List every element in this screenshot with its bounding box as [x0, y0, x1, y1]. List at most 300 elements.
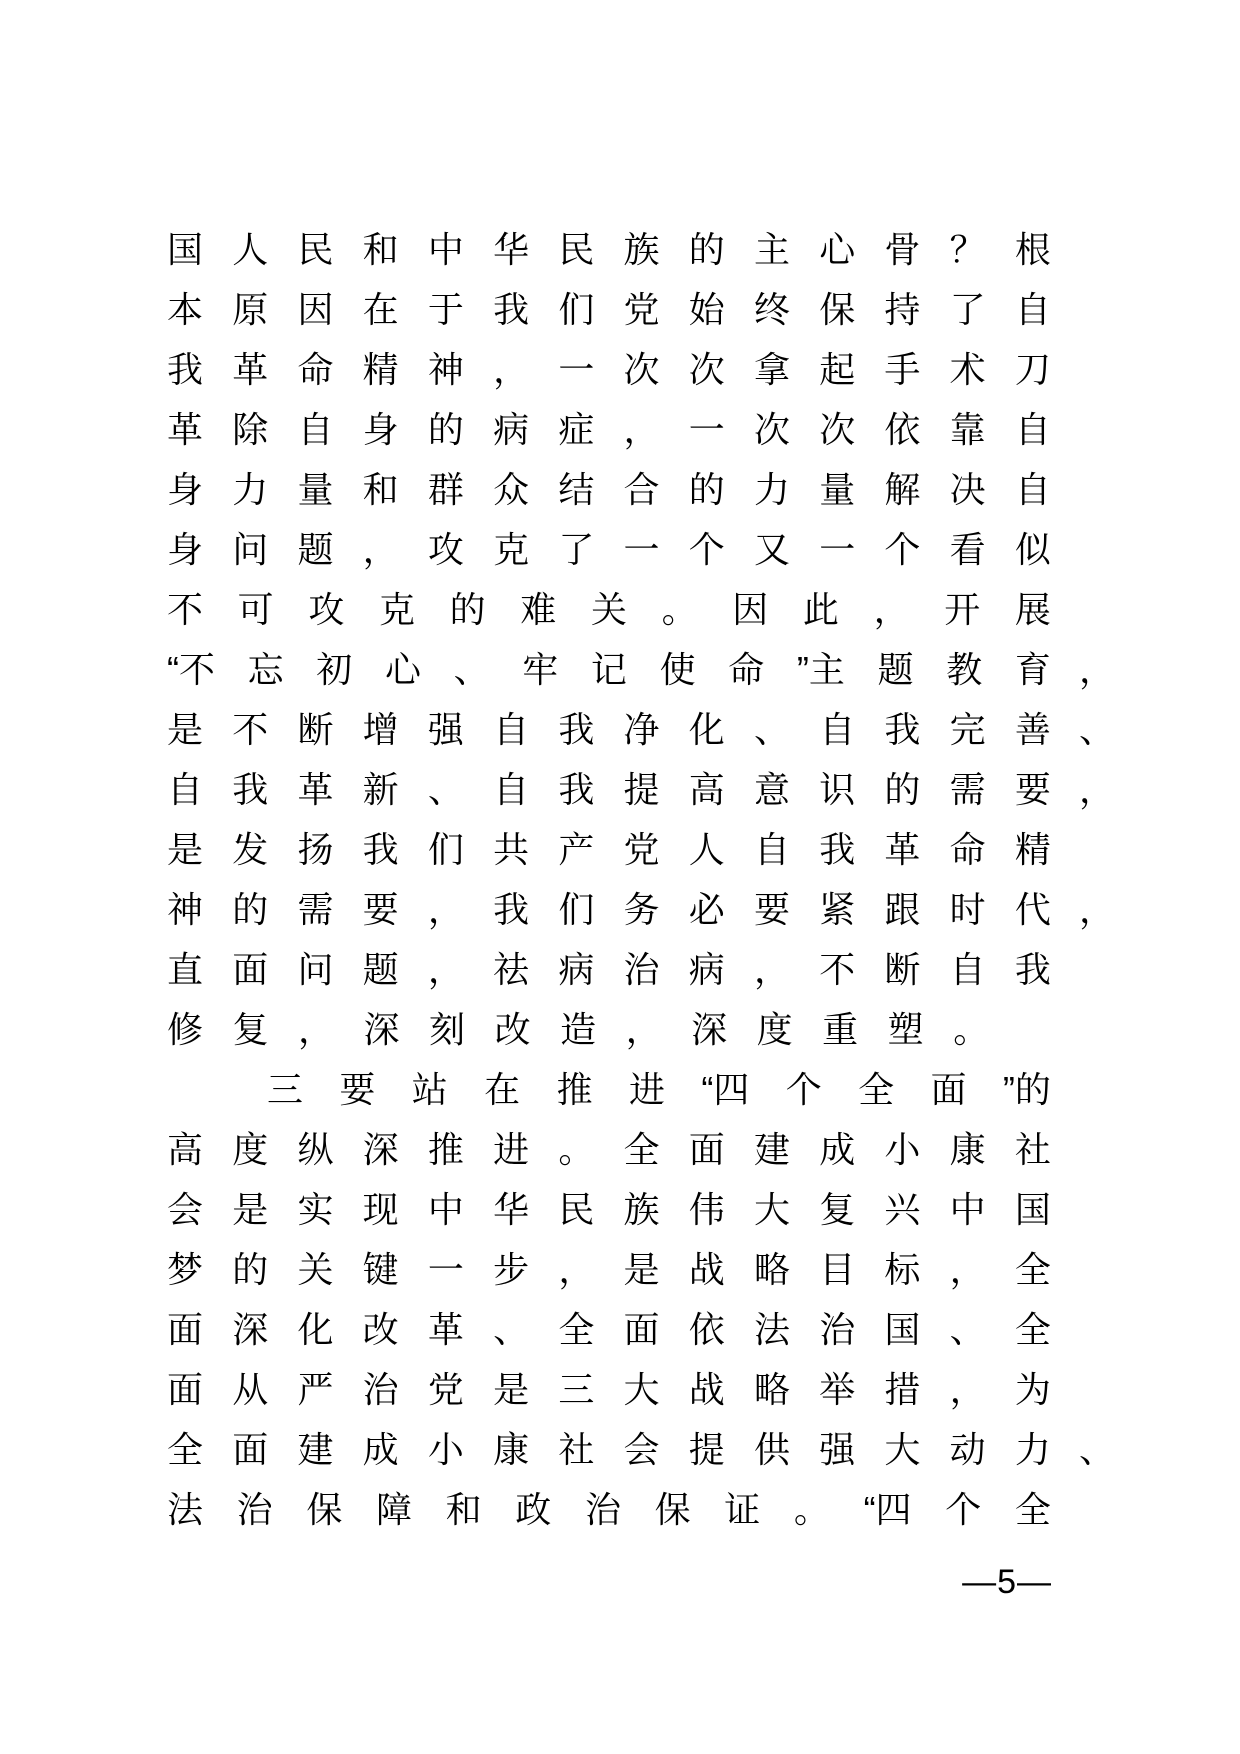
text-character: 个 — [785, 1069, 822, 1110]
text-character: 命 — [297, 349, 334, 390]
text-character: 合 — [623, 469, 660, 510]
text-character: 骨 — [884, 229, 921, 270]
text-character: 个 — [884, 529, 921, 570]
text-character: 共 — [493, 829, 530, 870]
text-character: 持 — [884, 289, 921, 330]
text-character: 全 — [1014, 1489, 1051, 1530]
text-character: 难 — [520, 589, 557, 630]
text-character: 心 — [819, 229, 856, 270]
text-character: 站 — [411, 1069, 448, 1110]
text-line — [167, 640, 1116, 700]
text-character: 造 — [560, 1009, 597, 1050]
text-character: 深 — [232, 1309, 269, 1350]
text-character: 我 — [558, 769, 595, 810]
text-character: 。 — [793, 1489, 830, 1530]
text-character: 全 — [558, 1309, 595, 1350]
text-character: 看 — [949, 529, 986, 570]
text-character: 依 — [884, 409, 921, 450]
text-character: 面 — [623, 1309, 660, 1350]
text-character: 保 — [306, 1489, 343, 1530]
text-character: 关 — [297, 1249, 334, 1290]
text-character: 精 — [362, 349, 399, 390]
hanging-punctuation: 、 — [1079, 1429, 1116, 1470]
text-character: 的 — [232, 1249, 269, 1290]
text-character: 扬 — [297, 829, 334, 870]
text-character: 严 — [297, 1369, 334, 1410]
text-character: 直 — [167, 949, 204, 990]
text-character: 革 — [232, 349, 269, 390]
text-character: 主 — [753, 229, 790, 270]
text-character: 一 — [688, 409, 725, 450]
text-character: 攻 — [427, 529, 464, 570]
text-character: 不 — [232, 709, 269, 750]
text-character: 我 — [167, 349, 204, 390]
text-line — [167, 580, 1051, 640]
text-character: 力 — [1014, 1429, 1051, 1470]
text-character: 终 — [753, 289, 790, 330]
text-character: 育 — [1014, 649, 1051, 690]
text-character: 成 — [362, 1429, 399, 1470]
text-character: 党 — [623, 829, 660, 870]
text-character: 的 — [688, 229, 725, 270]
text-character: 初 — [316, 649, 353, 690]
text-character: 提 — [623, 769, 660, 810]
text-character: 身 — [362, 409, 399, 450]
text-character: 在 — [484, 1069, 521, 1110]
text-character: 革 — [297, 769, 334, 810]
text-character: 自 — [1014, 289, 1051, 330]
text-line — [167, 1300, 1051, 1360]
text-character: 开 — [944, 589, 981, 630]
text-character: “四 — [863, 1489, 912, 1530]
text-character: 面 — [167, 1369, 204, 1410]
text-character: 党 — [623, 289, 660, 330]
text-character: 众 — [493, 469, 530, 510]
text-character: 革 — [884, 829, 921, 870]
text-character: 我 — [558, 709, 595, 750]
text-character: 身 — [167, 469, 204, 510]
text-character: 大 — [623, 1369, 660, 1410]
text-character: 群 — [427, 469, 464, 510]
text-character: 我 — [493, 289, 530, 330]
text-character: 小 — [427, 1429, 464, 1470]
text-character: 自 — [753, 829, 790, 870]
text-character: 的 — [449, 589, 486, 630]
text-character: 建 — [297, 1429, 334, 1470]
text-line — [167, 1240, 1051, 1300]
text-character: 的 — [427, 409, 464, 450]
text-character: 动 — [949, 1429, 986, 1470]
text-character: 识 — [819, 769, 856, 810]
text-line — [167, 760, 1116, 820]
text-character: 华 — [493, 229, 530, 270]
text-character: 完 — [949, 709, 986, 750]
text-character: 本 — [167, 289, 204, 330]
text-character: 法 — [753, 1309, 790, 1350]
text-character: 可 — [237, 589, 274, 630]
text-character: 意 — [753, 769, 790, 810]
text-character: 自 — [297, 409, 334, 450]
text-character: 大 — [753, 1189, 790, 1230]
text-line — [167, 220, 1051, 280]
text-character: ， — [493, 349, 530, 390]
text-character: 了 — [558, 529, 595, 570]
text-character: 始 — [688, 289, 725, 330]
text-character: ， — [298, 1009, 335, 1050]
text-character: 和 — [445, 1489, 482, 1530]
text-character: 治 — [819, 1309, 856, 1350]
text-character: 三 — [558, 1369, 595, 1410]
text-character: ”主 — [796, 649, 845, 690]
text-character: 要 — [339, 1069, 376, 1110]
text-character: 起 — [819, 349, 856, 390]
text-character: 重 — [822, 1009, 859, 1050]
text-character: 、 — [753, 709, 790, 750]
text-character: 民 — [558, 229, 595, 270]
text-character: 牢 — [522, 649, 559, 690]
text-character: 需 — [297, 889, 334, 930]
text-character: 全 — [1014, 1309, 1051, 1350]
text-character: 。 — [661, 589, 698, 630]
text-character: 依 — [688, 1309, 725, 1350]
text-character: 华 — [493, 1189, 530, 1230]
hanging-punctuation: ， — [1079, 889, 1116, 930]
text-character: 量 — [819, 469, 856, 510]
text-character: 新 — [362, 769, 399, 810]
text-character: ， — [873, 589, 910, 630]
text-character: 自 — [819, 709, 856, 750]
text-character: 我 — [884, 709, 921, 750]
text-character: 康 — [493, 1429, 530, 1470]
text-character: 战 — [688, 1369, 725, 1410]
text-character: 断 — [297, 709, 334, 750]
text-character: 会 — [167, 1189, 204, 1230]
text-character: 问 — [232, 529, 269, 570]
text-character: 中 — [949, 1189, 986, 1230]
text-character: 了 — [949, 289, 986, 330]
text-character: ？ — [949, 229, 986, 270]
text-character: 为 — [1014, 1369, 1051, 1410]
text-character: 拿 — [753, 349, 790, 390]
text-character: 略 — [753, 1249, 790, 1290]
text-character: 全 — [167, 1429, 204, 1470]
text-character: 。 — [953, 1009, 990, 1050]
text-character: 治 — [362, 1369, 399, 1410]
text-line — [167, 1060, 1051, 1120]
text-character: 们 — [427, 829, 464, 870]
text-character: 断 — [884, 949, 921, 990]
text-character: ， — [625, 1009, 662, 1050]
text-character: 建 — [753, 1129, 790, 1170]
text-line — [167, 1360, 1051, 1420]
text-character: 自 — [493, 769, 530, 810]
text-character: 命 — [728, 649, 765, 690]
text-character: 不 — [819, 949, 856, 990]
text-character: 除 — [232, 409, 269, 450]
text-character: 原 — [232, 289, 269, 330]
text-character: 发 — [232, 829, 269, 870]
text-character: 提 — [688, 1429, 725, 1470]
text-line — [167, 820, 1051, 880]
text-character: 必 — [688, 889, 725, 930]
text-character: 、 — [453, 649, 490, 690]
text-character: 治 — [236, 1489, 273, 1530]
text-character: 自 — [949, 949, 986, 990]
text-character: 根 — [1014, 229, 1051, 270]
text-line — [167, 1420, 1116, 1480]
text-character: 是 — [232, 1189, 269, 1230]
text-character: 于 — [427, 289, 464, 330]
text-line — [167, 400, 1051, 460]
text-character: 是 — [167, 709, 204, 750]
text-character: 、 — [493, 1309, 530, 1350]
text-character: 深 — [363, 1009, 400, 1050]
text-character: 克 — [493, 529, 530, 570]
text-character: ， — [427, 949, 464, 990]
text-character: 我 — [493, 889, 530, 930]
text-character: 攻 — [308, 589, 345, 630]
text-character: ， — [362, 529, 399, 570]
text-character: 全 — [858, 1069, 895, 1110]
text-character: 在 — [362, 289, 399, 330]
text-character: 。 — [558, 1129, 595, 1170]
text-character: 复 — [819, 1189, 856, 1230]
text-character: 时 — [949, 889, 986, 930]
text-character: 决 — [949, 469, 986, 510]
text-character: 面 — [688, 1129, 725, 1170]
text-character: 供 — [753, 1429, 790, 1470]
text-character: 国 — [1014, 1189, 1051, 1230]
hanging-punctuation: ， — [1079, 769, 1116, 810]
text-character: 治 — [584, 1489, 621, 1530]
text-character: 善 — [1014, 709, 1051, 750]
text-character: 展 — [1014, 589, 1051, 630]
text-body — [167, 220, 1116, 1540]
text-character: 中 — [427, 229, 464, 270]
text-character: 标 — [884, 1249, 921, 1290]
text-character: 的 — [688, 469, 725, 510]
text-character: 措 — [884, 1369, 921, 1410]
text-character: 手 — [884, 349, 921, 390]
text-character: 实 — [297, 1189, 334, 1230]
text-character: 三 — [267, 1069, 304, 1110]
text-character: 是 — [493, 1369, 530, 1410]
hanging-punctuation: ， — [1079, 649, 1116, 690]
text-character: 治 — [623, 949, 660, 990]
text-character: 因 — [732, 589, 769, 630]
text-character: 小 — [884, 1129, 921, 1170]
text-character: 举 — [819, 1369, 856, 1410]
text-line — [167, 460, 1051, 520]
text-character: 一 — [558, 349, 595, 390]
text-character: 紧 — [819, 889, 856, 930]
text-line — [167, 700, 1116, 760]
text-character: 使 — [659, 649, 696, 690]
text-character: 政 — [515, 1489, 552, 1530]
text-line — [167, 280, 1051, 340]
text-character: 力 — [232, 469, 269, 510]
text-character: 进 — [493, 1129, 530, 1170]
text-character: 我 — [232, 769, 269, 810]
text-character: 中 — [427, 1189, 464, 1230]
text-character: 术 — [949, 349, 986, 390]
text-character: 步 — [493, 1249, 530, 1290]
text-character: 保 — [819, 289, 856, 330]
text-character: 们 — [558, 289, 595, 330]
text-character: 次 — [688, 349, 725, 390]
text-character: 战 — [688, 1249, 725, 1290]
text-character: 记 — [590, 649, 627, 690]
text-line — [167, 880, 1116, 940]
text-character: 次 — [623, 349, 660, 390]
text-character: 民 — [558, 1189, 595, 1230]
text-character: 度 — [232, 1129, 269, 1170]
text-character: 需 — [949, 769, 986, 810]
text-character: 个 — [945, 1489, 982, 1530]
text-character: 似 — [1014, 529, 1051, 570]
text-character: 结 — [558, 469, 595, 510]
text-character: 又 — [753, 529, 790, 570]
text-character: ， — [623, 409, 660, 450]
text-character: 是 — [167, 829, 204, 870]
text-line — [167, 1480, 1051, 1540]
text-character: 康 — [949, 1129, 986, 1170]
text-character: 党 — [427, 1369, 464, 1410]
text-line — [167, 340, 1051, 400]
text-character: 全 — [1014, 1249, 1051, 1290]
text-character: “四 — [701, 1069, 750, 1110]
text-line — [167, 1180, 1051, 1240]
text-character: 教 — [946, 649, 983, 690]
text-character: 关 — [590, 589, 627, 630]
text-character: 个 — [688, 529, 725, 570]
text-character: 会 — [623, 1429, 660, 1470]
text-character: 证 — [724, 1489, 761, 1530]
text-character: 目 — [819, 1249, 856, 1290]
text-character: 化 — [297, 1309, 334, 1350]
page-number: —5— — [962, 1563, 1052, 1601]
text-character: 深 — [362, 1129, 399, 1170]
text-character: 代 — [1014, 889, 1051, 930]
text-character: ， — [558, 1249, 595, 1290]
text-character: 国 — [884, 1309, 921, 1350]
text-character: 法 — [167, 1489, 204, 1530]
text-character: 国 — [167, 229, 204, 270]
text-character: 自 — [167, 769, 204, 810]
text-character: 病 — [558, 949, 595, 990]
text-character: 增 — [362, 709, 399, 750]
text-line — [167, 940, 1051, 1000]
text-character: 成 — [819, 1129, 856, 1170]
text-character: 复 — [232, 1009, 269, 1050]
text-character: 题 — [297, 529, 334, 570]
text-line — [167, 520, 1051, 580]
text-line — [167, 1120, 1051, 1180]
text-character: 推 — [556, 1069, 593, 1110]
text-character: 的 — [232, 889, 269, 930]
text-character: 高 — [167, 1129, 204, 1170]
text-character: “不 — [167, 649, 215, 690]
text-character: ”的 — [1002, 1069, 1051, 1110]
text-character: 力 — [753, 469, 790, 510]
text-character: 强 — [819, 1429, 856, 1470]
text-character: 跟 — [884, 889, 921, 930]
text-character: 是 — [623, 1249, 660, 1290]
text-character: 改 — [362, 1309, 399, 1350]
text-character: 忘 — [247, 649, 284, 690]
text-character: 纵 — [297, 1129, 334, 1170]
text-character: ， — [949, 1369, 986, 1410]
text-character: 进 — [628, 1069, 665, 1110]
text-character: 高 — [688, 769, 725, 810]
text-character: 保 — [654, 1489, 691, 1530]
text-character: 面 — [232, 949, 269, 990]
text-character: 自 — [493, 709, 530, 750]
text-character: 革 — [427, 1309, 464, 1350]
text-character: 、 — [949, 1309, 986, 1350]
text-character: 族 — [623, 229, 660, 270]
text-character: 大 — [884, 1429, 921, 1470]
hanging-punctuation: 、 — [1079, 709, 1116, 750]
text-character: 要 — [1014, 769, 1051, 810]
text-character: 化 — [688, 709, 725, 750]
text-character: 面 — [930, 1069, 967, 1110]
text-character: 深 — [691, 1009, 728, 1050]
text-character: 要 — [362, 889, 399, 930]
text-character: 面 — [232, 1429, 269, 1470]
text-character: 改 — [494, 1009, 531, 1050]
text-character: 一 — [623, 529, 660, 570]
text-character: 、 — [427, 769, 464, 810]
text-character: 神 — [167, 889, 204, 930]
text-character: 我 — [1014, 949, 1051, 990]
text-character: 务 — [623, 889, 660, 930]
text-character: ， — [753, 949, 790, 990]
text-character: 障 — [375, 1489, 412, 1530]
text-character: 次 — [753, 409, 790, 450]
text-character: 推 — [427, 1129, 464, 1170]
text-character: 人 — [688, 829, 725, 870]
text-character: 命 — [949, 829, 986, 870]
text-character: 克 — [378, 589, 415, 630]
text-character: 社 — [558, 1429, 595, 1470]
text-character: 现 — [362, 1189, 399, 1230]
text-character: 心 — [384, 649, 421, 690]
text-character: 社 — [1014, 1129, 1051, 1170]
text-character: 梦 — [167, 1249, 204, 1290]
text-character: 题 — [877, 649, 914, 690]
text-character: 症 — [558, 409, 595, 450]
text-character: 略 — [753, 1369, 790, 1410]
text-character: 人 — [232, 229, 269, 270]
text-character: 键 — [362, 1249, 399, 1290]
text-character: 神 — [427, 349, 464, 390]
text-character: 量 — [297, 469, 334, 510]
text-character: 伟 — [688, 1189, 725, 1230]
text-character: 问 — [297, 949, 334, 990]
text-character: 刀 — [1014, 349, 1051, 390]
text-character: 族 — [623, 1189, 660, 1230]
text-character: 全 — [623, 1129, 660, 1170]
text-character: 自 — [1014, 409, 1051, 450]
text-character: 面 — [167, 1309, 204, 1350]
text-character: 修 — [167, 1009, 204, 1050]
text-character: 产 — [558, 829, 595, 870]
text-character: ， — [949, 1249, 986, 1290]
text-character: 我 — [819, 829, 856, 870]
text-character: 塑 — [887, 1009, 924, 1050]
text-character: 净 — [623, 709, 660, 750]
